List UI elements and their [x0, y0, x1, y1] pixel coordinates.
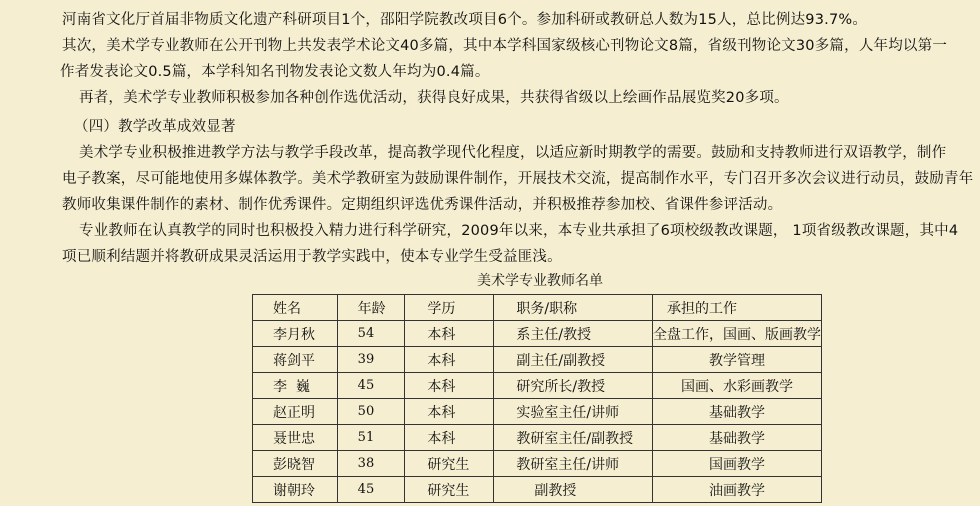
- table-row: [253, 347, 822, 373]
- cell-position: 研究所长/教授: [494, 373, 653, 399]
- cell-age: 39: [337, 347, 405, 373]
- cell-name: 蒋剑平: [253, 347, 338, 373]
- cell-duties: 全盘工作，国画、版画教学: [653, 321, 822, 347]
- cell-duties: 基础教学: [653, 425, 822, 451]
- paragraph-teaching-reform: [62, 140, 974, 218]
- cell-education: 研究生: [405, 477, 494, 503]
- header-education: 学历: [405, 295, 494, 321]
- cell-position: 教研室主任/讲师: [494, 451, 653, 477]
- cell-duties: 教学管理: [653, 347, 822, 373]
- cell-education: 本科: [405, 399, 494, 425]
- cell-education: 本科: [405, 321, 494, 347]
- table-header-row: [253, 295, 822, 321]
- cell-name: 李 巍: [253, 373, 338, 399]
- cell-position: 副教授: [494, 477, 653, 503]
- cell-age: 51: [337, 425, 405, 451]
- cell-age: 50: [337, 399, 405, 425]
- cell-name: 谢朝玲: [253, 477, 338, 503]
- cell-position: 系主任/教授: [494, 321, 653, 347]
- text-line: 作者发表论文0.5篇，本学科知名刊物发表论文数人年均为0.4篇。: [60, 64, 490, 80]
- cell-name: 彭晓智: [253, 451, 338, 477]
- cell-duties: 基础教学: [653, 399, 822, 425]
- cell-name: 聂世忠: [253, 425, 338, 451]
- text-line: 专业教师在认真教学的同时也积极投入精力进行科学研究，2009年以来，本专业共承担了6项校级教改课题， 1项省级教改课题，其中4: [79, 223, 959, 239]
- paragraph-research-projects: [62, 7, 867, 33]
- cell-duties: 国画教学: [653, 451, 822, 477]
- text-line: 电子教案，尽可能地使用多媒体教学。美术学教研室为鼓励课件制作，开展技术交流，提高制作水平，专门召开多次会议进行动员，鼓励青年: [62, 171, 974, 187]
- text-line: 河南省文化厅首届非物质文化遗产科研项目1个，邵阳学院教改项目6个。参加科研或教研总人数为15人，总比例达93.7%。: [62, 12, 868, 28]
- cell-education: 研究生: [405, 451, 494, 477]
- cell-position: 实验室主任/讲师: [494, 399, 653, 425]
- staff-table: [252, 294, 822, 503]
- cell-position: 副主任/副教授: [494, 347, 653, 373]
- cell-age: 45: [337, 373, 405, 399]
- table-row: [253, 321, 822, 347]
- text-line: 其次，美术学专业教师在公开刊物上共发表学术论文40多篇，其中本学科国家级核心刊物论文8篇，省级刊物论文30多篇，人年均以第一: [62, 38, 948, 54]
- paragraph-research-projects-teaching: [62, 218, 959, 270]
- header-position: 职务/职称: [494, 295, 653, 321]
- table-row: [253, 477, 822, 503]
- paragraph-publications: [62, 33, 947, 85]
- table-row: [253, 425, 822, 451]
- cell-age: 45: [337, 477, 405, 503]
- cell-name: 赵正明: [253, 399, 338, 425]
- table-caption: 美术学专业教师名单: [477, 273, 603, 289]
- header-name: 姓名: [253, 295, 338, 321]
- cell-age: 54: [337, 321, 405, 347]
- cell-duties: 国画、水彩画教学: [653, 373, 822, 399]
- cell-age: 38: [337, 451, 405, 477]
- table-row: [253, 399, 822, 425]
- cell-education: 本科: [405, 425, 494, 451]
- cell-education: 本科: [405, 373, 494, 399]
- cell-position: 教研室主任/副教授: [494, 425, 653, 451]
- header-duties: 承担的工作: [653, 295, 822, 321]
- header-age: 年龄: [337, 295, 405, 321]
- table-row: [253, 451, 822, 477]
- cell-name: 李月秋: [253, 321, 338, 347]
- text-line: 项已顺利结题并将教研成果灵活运用于教学实践中，使本专业学生受益匪浅。: [62, 249, 562, 265]
- table-row: [253, 373, 822, 399]
- text-line: 教师收集课件制作的素材、制作优秀课件。定期组织评选优秀课件活动，并积极推荐参加校、省课件参评活动。: [62, 197, 783, 213]
- heading-text: （四）教学改革成效显著: [74, 119, 236, 135]
- cell-duties: 油画教学: [653, 477, 822, 503]
- cell-education: 本科: [405, 347, 494, 373]
- paragraph-awards: [79, 85, 789, 111]
- text-line: 再者，美术学专业教师积极参加各种创作选优活动，获得良好成果，共获得省级以上绘画作品展览奖20多项。: [79, 90, 789, 106]
- section-heading: [74, 114, 236, 140]
- text-line: 美术学专业积极推进教学方法与教学手段改革，提高教学现代化程度，以适应新时期教学的需要。鼓励和支持教师进行双语教学，制作: [79, 145, 947, 161]
